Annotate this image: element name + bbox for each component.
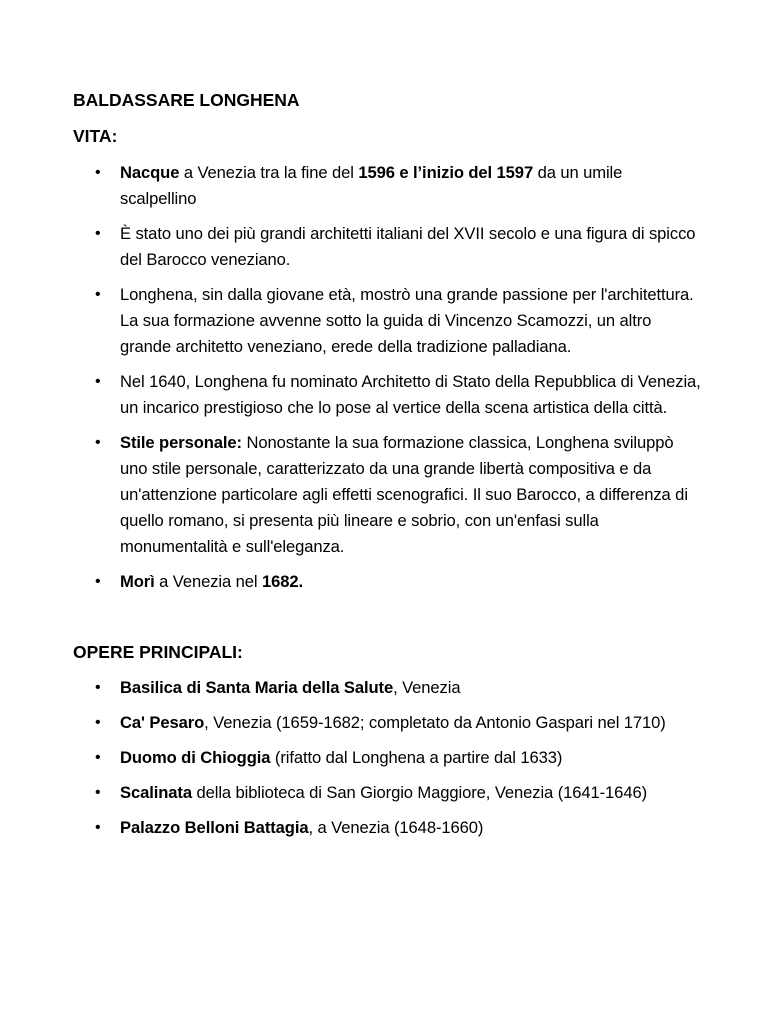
- list-item: [73, 815, 703, 841]
- text: della biblioteca di San Giorgio Maggiore, Venezia (1641-1646): [191, 783, 647, 802]
- text: Nonostante la sua formazione classica, Longhena sviluppò uno stile personale, caratterizzato da una grande libertà compositiva e da un'attenzione particolare agli effetti scenografici. Il suo Barocco, a differenza di quello romano, si presenta più lineare e sobrio, con un'enfasi sulla monumentalità e sull'eleganza.: [120, 433, 688, 556]
- vita-list: [73, 160, 703, 595]
- document-page: [73, 84, 703, 850]
- list-item: [73, 745, 703, 771]
- list-item: [73, 369, 703, 421]
- bold-text: Morì: [120, 572, 155, 591]
- bold-text: 1682.: [262, 572, 304, 591]
- bold-text: Basilica di Santa Maria della Salute: [120, 678, 394, 697]
- list-item: [73, 780, 703, 806]
- list-item: [73, 569, 703, 595]
- bold-text: Scalinata: [120, 783, 192, 802]
- document-title: BALDASSARE LONGHENA: [73, 90, 300, 110]
- list-item: [73, 430, 703, 560]
- bold-text: Nacque: [120, 163, 180, 182]
- text: Nel 1640, Longhena fu nominato Architetto di Stato della Repubblica di Venezia, un incarico prestigioso che lo pose al vertice della scena artistica della città.: [120, 372, 701, 417]
- opere-list: [73, 675, 703, 841]
- bold-text: Stile personale:: [120, 433, 242, 452]
- text: Longhena, sin dalla giovane età, mostrò una grande passione per l'architettura. La sua formazione avvenne sotto la guida di Vincenzo Scamozzi, un altro grande architetto veneziano, erede della tradizione palladiana.: [120, 285, 694, 356]
- vita-heading: VITA:: [73, 126, 118, 146]
- list-item: [73, 282, 703, 360]
- text: È stato uno dei più grandi architetti italiani del XVII secolo e una figura di spicco del Barocco veneziano.: [120, 224, 696, 269]
- bold-text: Ca' Pesaro: [120, 713, 205, 732]
- bold-text: Palazzo Belloni Battagia: [120, 818, 309, 837]
- text: a Venezia tra la fine del: [179, 163, 359, 182]
- text: , Venezia: [393, 678, 461, 697]
- opere-heading: OPERE PRINCIPALI:: [73, 642, 243, 662]
- list-item: [73, 160, 703, 212]
- text: (rifatto dal Longhena a partire dal 1633): [270, 748, 563, 767]
- list-item: [73, 710, 703, 736]
- list-item: [73, 675, 703, 701]
- list-item: [73, 221, 703, 273]
- bold-text: 1596 e l’inizio del 1597: [358, 163, 534, 182]
- text: a Venezia nel: [154, 572, 263, 591]
- bold-text: Duomo di Chioggia: [120, 748, 271, 767]
- text: , Venezia (1659-1682; completato da Antonio Gaspari nel 1710): [204, 713, 666, 732]
- text: , a Venezia (1648-1660): [308, 818, 484, 837]
- text: da un umile scalpellino: [120, 163, 623, 208]
